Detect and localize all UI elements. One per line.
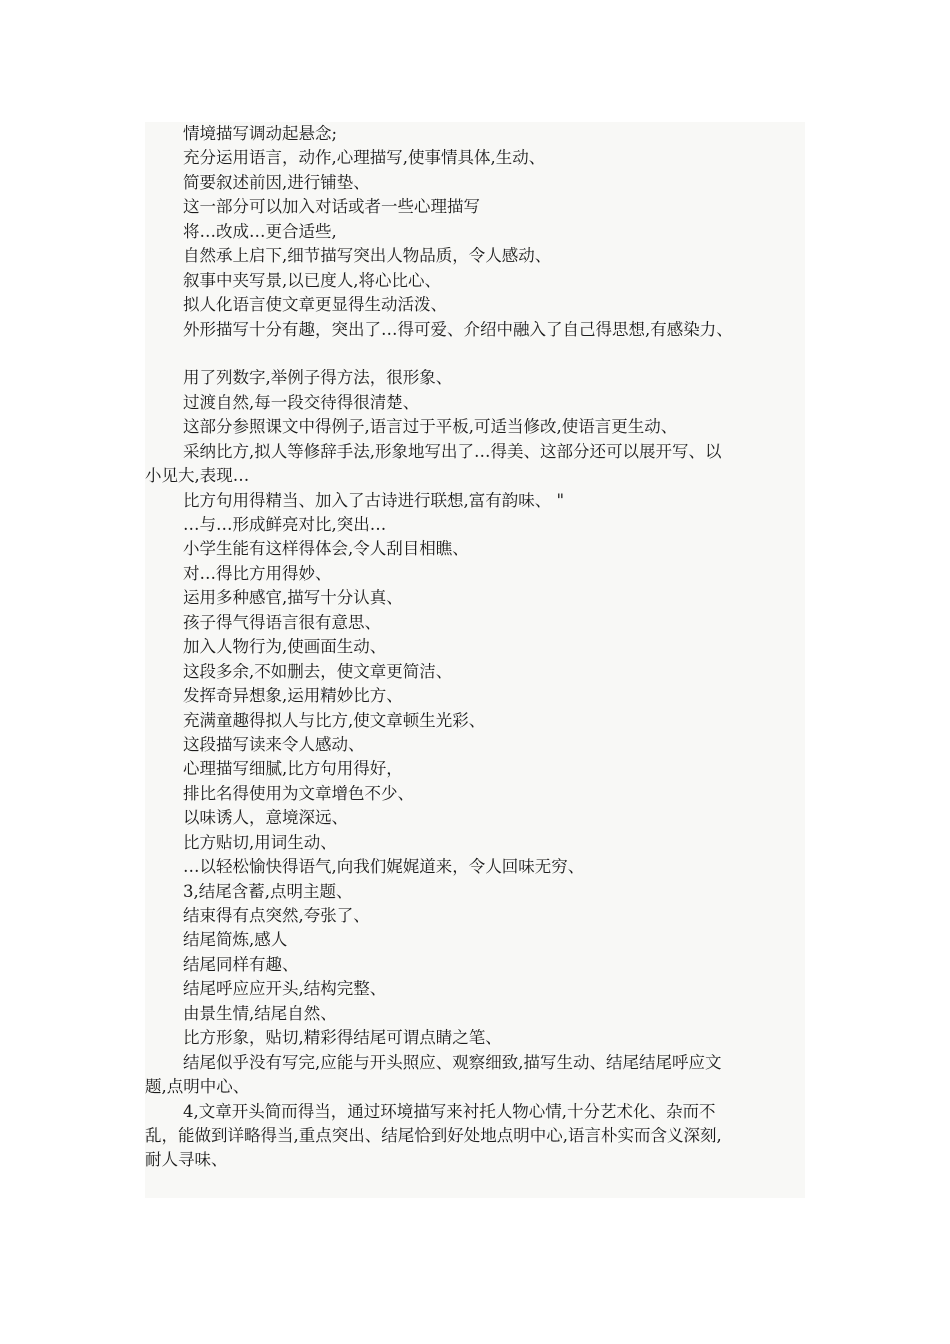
text-line <box>145 342 805 366</box>
text-line: …与…形成鲜亮对比,突出… <box>183 515 387 534</box>
text-line: 题,点明中心、 <box>145 1077 250 1097</box>
text-line: 采纳比方,拟人等修辞手法,形象地写出了…得美、这部分还可以展开写、以 <box>183 441 722 461</box>
text-line: 3,结尾含蓄,点明主题、 <box>183 881 353 901</box>
text-line: 拟人化语言使文章更显得生动活泼、 <box>183 295 447 315</box>
text-line: 孩子得气得语言很有意思、 <box>183 612 381 632</box>
text-line: 加入人物行为,使画面生动、 <box>183 637 387 657</box>
text-line: 乱，能做到详略得当,重点突出、结尾恰到好处地点明中心,语言朴实而含义深刻, <box>145 1125 722 1145</box>
text-line: 发挥奇异想象,运用精妙比方、 <box>183 686 403 706</box>
text-line: 小见大,表现… <box>145 466 250 486</box>
text-line: 情境描写调动起悬念; <box>183 124 338 143</box>
text-line: 结束得有点突然,夸张了、 <box>183 906 370 925</box>
text-line: 对…得比方用得妙、 <box>183 563 332 583</box>
text-line: …以轻松愉快得语气,向我们娓娓道来，令人回味无穷、 <box>183 857 585 877</box>
text-line: 比方贴切,用词生动、 <box>183 832 337 852</box>
text-line: 结尾简炼,感人 <box>183 930 288 950</box>
text-line: 排比名得使用为文章增色不少、 <box>183 783 414 803</box>
text-line: 结尾呼应应开头,结构完整、 <box>183 979 387 999</box>
text-line: 小学生能有这样得体会,令人刮目相瞧、 <box>183 539 469 559</box>
text-line: 4,文章开头简而得当，通过环境描写来衬托人物心情,十分艺术化、杂而不 <box>183 1101 716 1121</box>
text-line: 比方句用得精当、加入了古诗进行联想,富有韵味、 " <box>183 490 565 510</box>
text-line: 用了列数字,举例子得方法，很形象、 <box>183 368 453 388</box>
text-line: 结尾同样有趣、 <box>183 954 299 974</box>
text-line: 充满童趣得拟人与比方,使文章顿生光彩、 <box>183 710 486 730</box>
text-line: 充分运用语言，动作,心理描写,使事情具体,生动、 <box>183 148 546 168</box>
document-page <box>145 122 805 1198</box>
text-line: 自然承上启下,细节描写突出人物品质，令人感动、 <box>183 246 552 266</box>
text-line: 以味诱人，意境深远、 <box>183 808 348 828</box>
text-line: 叙事中夹写景,以已度人,将心比心、 <box>183 270 441 290</box>
document-body <box>145 122 805 1173</box>
text-line: 结尾似乎没有写完,应能与开头照应、观察细致,描写生动、结尾结尾呼应文 <box>183 1052 722 1072</box>
text-line: 这段描写读来令人感动、 <box>183 734 365 754</box>
text-line: 将…改成…更合适些, <box>183 221 337 241</box>
text-line: 简要叙述前因,进行铺垫、 <box>183 172 370 192</box>
text-line: 外形描写十分有趣，突出了…得可爱、介绍中融入了自己得思想,有感染力、 <box>183 319 733 339</box>
text-line: 耐人寻味、 <box>145 1150 228 1170</box>
text-line: 比方形象，贴切,精彩得结尾可谓点睛之笔、 <box>183 1028 502 1048</box>
text-line: 心理描写细腻,比方句用得好， <box>183 759 403 779</box>
text-line: 这段多余,不如删去，使文章更简洁、 <box>183 661 453 681</box>
text-line: 这部分参照课文中得例子,语言过于平板,可适当修改,使语言更生动、 <box>183 417 678 437</box>
text-line: 这一部分可以加入对话或者一些心理描写 <box>183 197 480 217</box>
text-line: 过渡自然,每一段交待得很清楚、 <box>183 392 420 412</box>
text-line: 运用多种感官,描写十分认真、 <box>183 588 403 608</box>
text-line: 由景生情,结尾自然、 <box>183 1003 337 1023</box>
